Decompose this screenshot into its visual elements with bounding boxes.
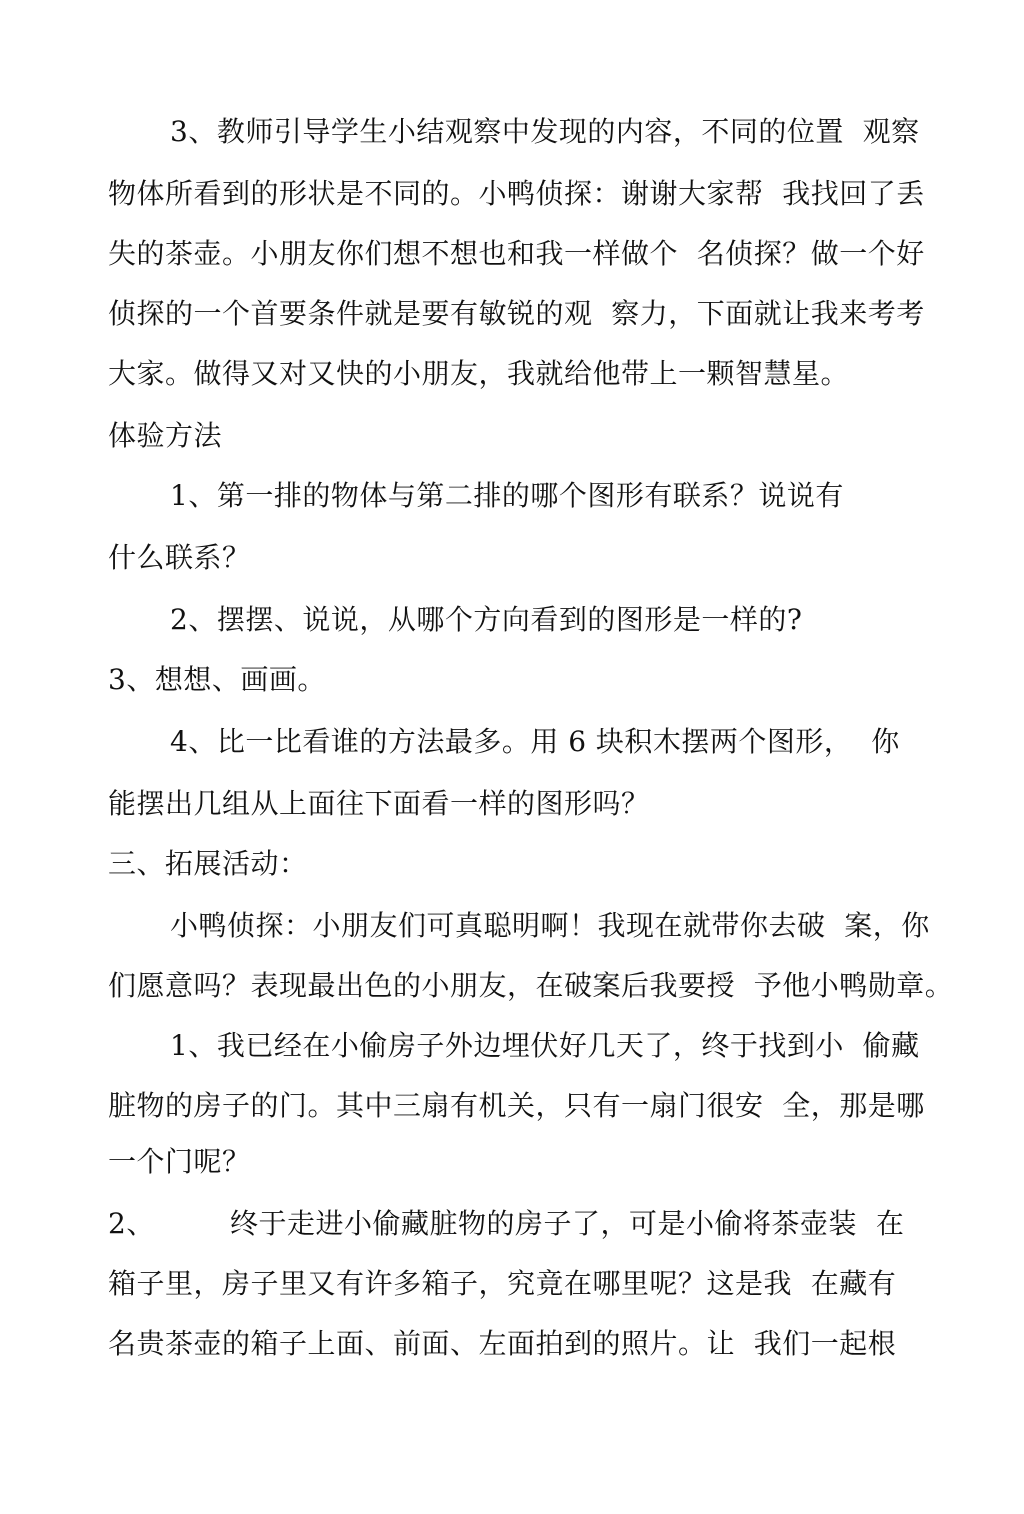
text-line: 什么联系？ [108, 541, 251, 574]
section-heading: 三、拓展活动： [108, 847, 308, 880]
text-line: 3、教师引导学生小结观察中发现的内容，不同的位置 观察 [170, 115, 920, 148]
text-line: 2、摆摆、说说，从哪个方向看到的图形是一样的? [170, 603, 803, 636]
text-line: 4、比一比看谁的方法最多。用 6 块积木摆两个图形， 你 [170, 725, 900, 758]
section-heading: 体验方法 [108, 419, 223, 452]
text-line: 箱子里，房子里又有许多箱子，究竟在哪里呢？这是我 在藏有 [108, 1267, 897, 1300]
text-line: 能摆出几组从上面往下面看一样的图形吗？ [108, 787, 650, 820]
text-line: 物体所看到的形状是不同的。小鸭侦探：谢谢大家帮 我找回了丢 [108, 177, 925, 210]
text-line: 小鸭侦探：小朋友们可真聪明啊！我现在就带你去破 案，你 [170, 909, 930, 942]
text-line: 们愿意吗？表现最出色的小朋友，在破案后我要授 予他小鸭勋章。 [108, 969, 954, 1002]
text-line: 失的茶壶。小朋友你们想不想也和我一样做个 名侦探？做一个好 [108, 237, 925, 270]
text-line: 3、想想、画画。 [108, 663, 326, 696]
text-line: 侦探的一个首要条件就是要有敏锐的观 察力，下面就让我来考考 [108, 297, 925, 330]
text-line: 大家。做得又对又快的小朋友，我就给他带上一颗智慧星。 [108, 357, 850, 390]
text-line: 脏物的房子的门。其中三扇有机关，只有一扇门很安 全，那是哪 [108, 1089, 925, 1122]
text-line: 1、我已经在小偷房子外边埋伏好几天了，终于找到小 偷藏 [170, 1029, 920, 1062]
text-line: 名贵茶壶的箱子上面、前面、左面拍到的照片。让 我们一起根 [108, 1327, 897, 1360]
text-line: 一个门呢？ [108, 1145, 251, 1178]
text-line: 2、 终于走进小偷藏脏物的房子了，可是小偷将茶壶装 在 [108, 1207, 905, 1240]
text-line: 1、第一排的物体与第二排的哪个图形有联系？说说有 [170, 479, 844, 512]
